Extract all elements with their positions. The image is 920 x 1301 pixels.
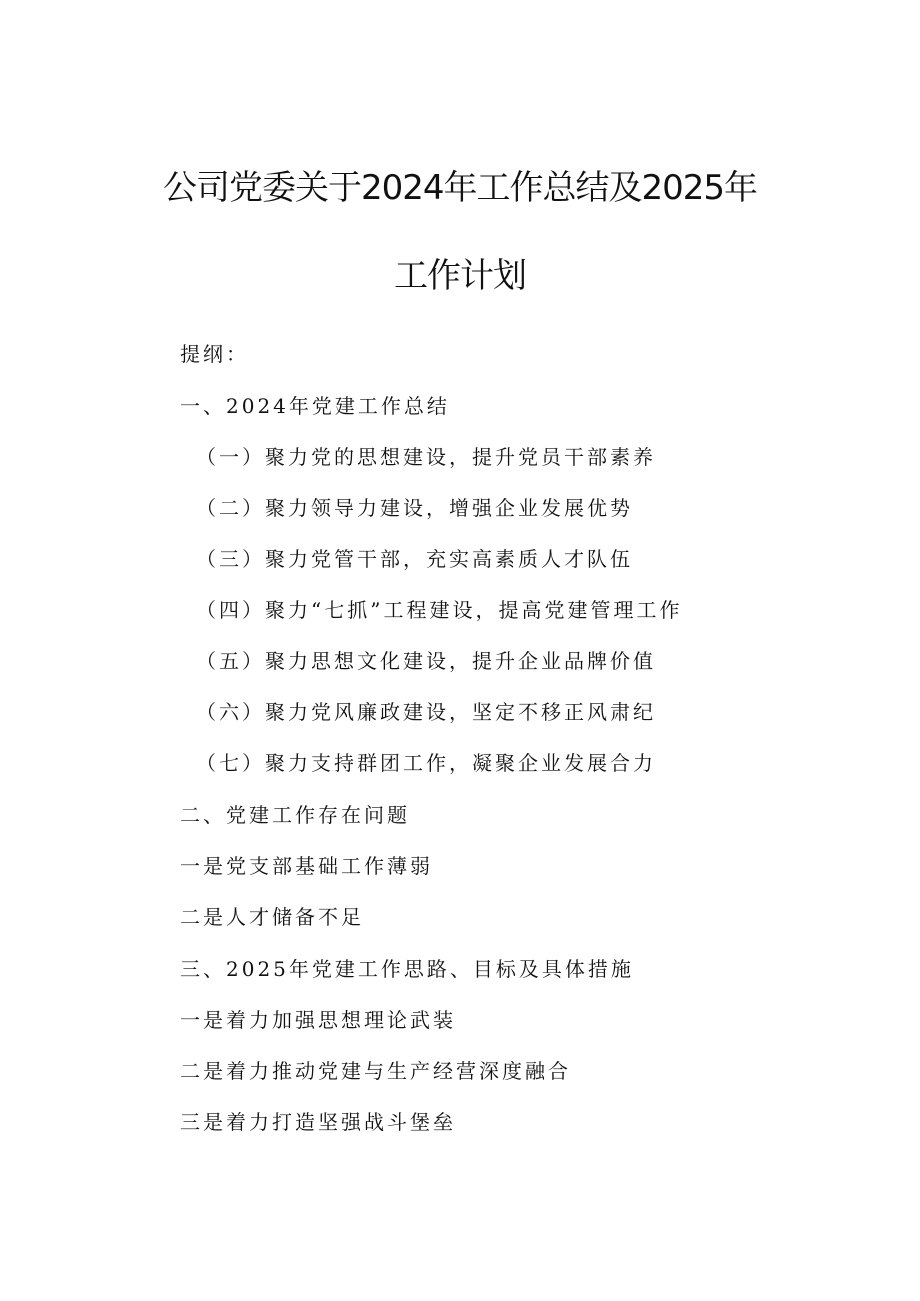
section-1-item-3: （三）聚力党管干部，充实高素质人才队伍	[196, 547, 633, 571]
section-1-item-5: （五）聚力思想文化建设，提升企业品牌价值	[196, 649, 656, 673]
section-1-item-6: （六）聚力党风廉政建设，坚定不移正风肃纪	[196, 700, 656, 724]
outline-label: 提纲：	[180, 342, 249, 366]
section-3-item-2: 二是着力推动党建与生产经营深度融合	[180, 1059, 571, 1083]
section-1-item-4: （四）聚力“七抓”工程建设，提高党建管理工作	[196, 598, 683, 622]
section-2-item-1: 一是党支部基础工作薄弱	[180, 854, 433, 878]
section-3-item-1: 一是着力加强思想理论武装	[180, 1008, 456, 1032]
section-1-item-7: （七）聚力支持群团工作，凝聚企业发展合力	[196, 751, 656, 775]
section-2-item-2: 二是人才储备不足	[180, 905, 364, 929]
section-heading-1: 一、2024年党建工作总结	[180, 394, 450, 418]
section-heading-3: 三、2025年党建工作思路、目标及具体措施	[180, 957, 634, 981]
section-1-item-1: （一）聚力党的思想建设，提升党员干部素养	[196, 445, 656, 469]
section-1-item-2: （二）聚力领导力建设，增强企业发展优势	[196, 496, 633, 520]
section-3-item-3: 三是着力打造坚强战斗堡垒	[180, 1110, 456, 1134]
document-title-line-1: 公司党委关于2024年工作总结及2025年	[162, 168, 758, 208]
section-heading-2: 二、党建工作存在问题	[180, 803, 410, 827]
document-title-line-2: 工作计划	[394, 256, 526, 296]
